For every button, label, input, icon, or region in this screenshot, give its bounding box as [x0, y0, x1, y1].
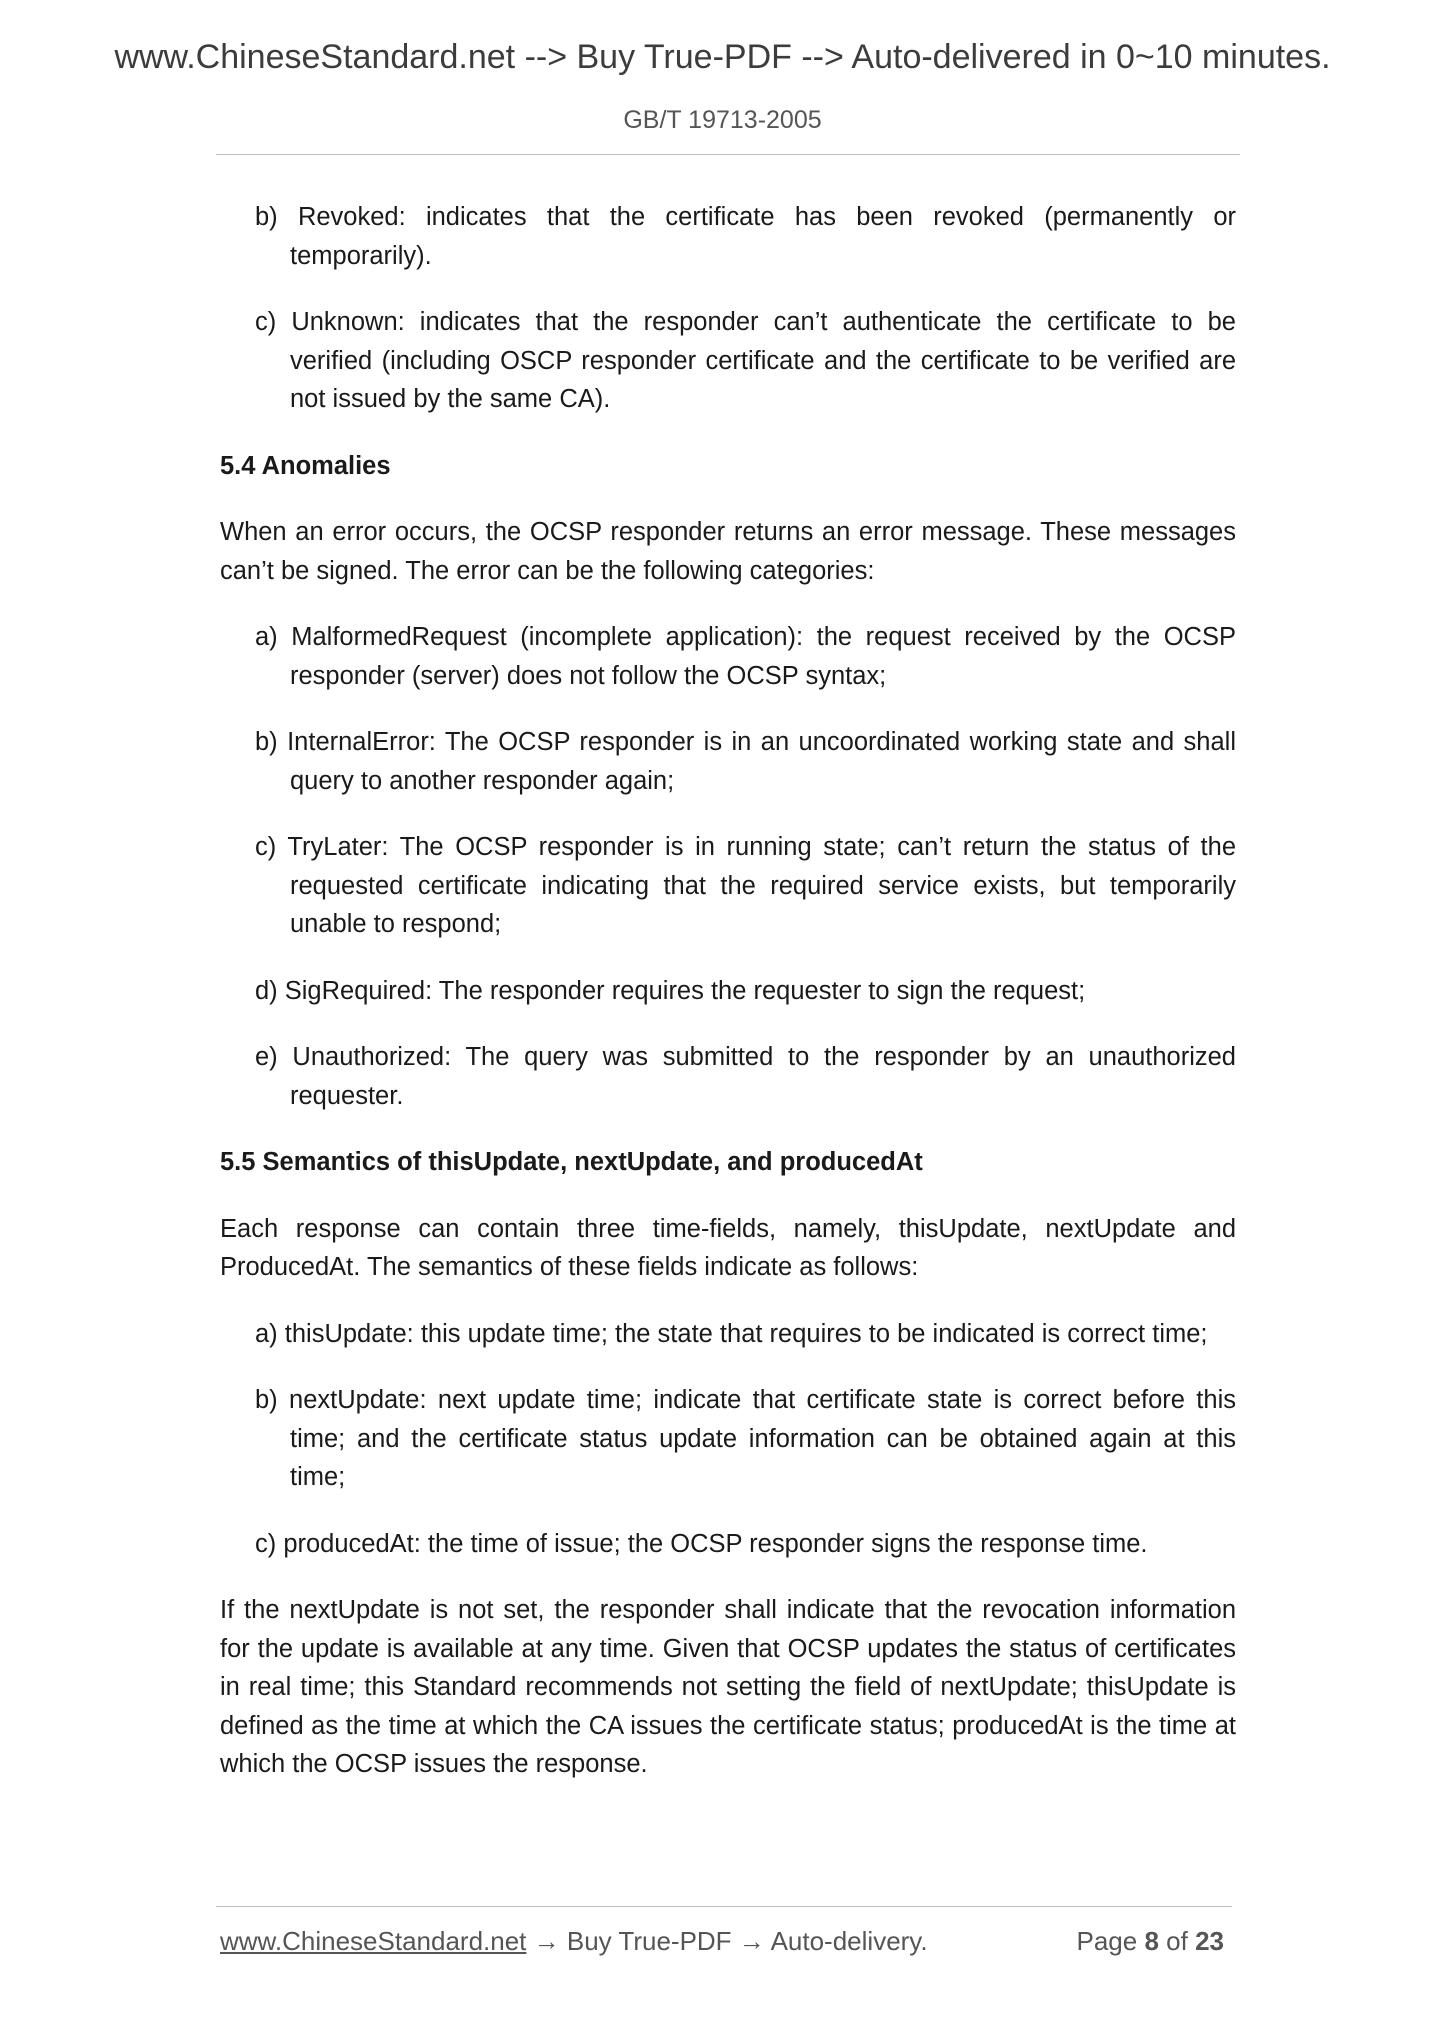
of-label: of — [1166, 1926, 1188, 1956]
document-id: GB/T 19713-2005 — [623, 106, 822, 134]
site-banner: www.ChineseStandard.net --> Buy True-PDF --> Auto-delivered in 0~10 minutes. — [114, 38, 1331, 76]
anomaly-item-internal-error: b) InternalError: The OCSP responder is in an uncoordinated working state and shall query to another responder again; — [255, 728, 1236, 795]
anomaly-item-try-later: c) TryLater: The OCSP responder is in running state; can’t return the status of the requested certificate indicating that the required service exists, but temporarily unable to respond; — [255, 833, 1236, 938]
footer-site-link[interactable]: www.ChineseStandard.net — [220, 1926, 527, 1956]
total-pages: 23 — [1195, 1926, 1224, 1956]
semantics-item-next-update: b) nextUpdate: next update time; indicate that certificate state is correct before this time; and the certificate status update information can be obtained again at this time; — [255, 1386, 1236, 1491]
anomaly-item-malformed-request: a) MalformedRequest (incomplete application): the request received by the OCSP responder (server) does not follow the OCSP syntax; — [255, 623, 1236, 690]
anomaly-item-sig-required: d) SigRequired: The responder requires the requester to sign the request; — [255, 976, 1086, 1005]
header-divider — [216, 154, 1240, 155]
status-item-unknown: c) Unknown: indicates that the responder can’t authenticate the certificate to be verified (including OSCP responder certificate and the certificate to be verified are not issued by the same CA). — [255, 308, 1236, 413]
page-indicator — [1076, 1926, 1224, 1957]
page-number: 8 — [1144, 1926, 1159, 1956]
section-heading-anomalies: 5.4 Anomalies — [220, 451, 391, 480]
anomaly-item-unauthorized: e) Unauthorized: The query was submitted to the responder by an unauthorized requester. — [255, 1043, 1236, 1110]
footer-divider — [216, 1906, 1232, 1907]
footer-promo-text: → Buy True-PDF → Auto-delivery. — [526, 1926, 928, 1956]
semantics-closing-paragraph: If the nextUpdate is not set, the responder shall indicate that the revocation information for the update is available at any time. Given that OCSP updates the status of certificates in real time; this Standard recommends not setting the field of nextUpdate; thisUpdate is defined as the time at which the CA issues the certificate status; producedAt is the time at which the OCSP issues the response. — [220, 1596, 1236, 1778]
page-content — [220, 198, 1236, 1812]
semantics-item-this-update: a) thisUpdate: this update time; the state that requires to be indicated is correct time; — [255, 1319, 1208, 1348]
semantics-item-produced-at: c) producedAt: the time of issue; the OCSP responder signs the response time. — [255, 1529, 1148, 1558]
page-label: Page — [1076, 1926, 1138, 1956]
status-item-revoked: b) Revoked: indicates that the certificate has been revoked (permanently or temporarily). — [255, 203, 1236, 270]
footer-promo — [220, 1926, 928, 1957]
section-heading-semantics: 5.5 Semantics of thisUpdate, nextUpdate, and producedAt — [220, 1148, 923, 1176]
page-footer — [220, 1926, 1232, 1966]
anomalies-intro: When an error occurs, the OCSP responder returns an error message. These messages can’t be signed. The error can be the following categories: — [220, 518, 1236, 585]
semantics-intro: Each response can contain three time-fields, namely, thisUpdate, nextUpdate and ProducedAt. The semantics of these fields indicate as follows: — [220, 1214, 1236, 1281]
